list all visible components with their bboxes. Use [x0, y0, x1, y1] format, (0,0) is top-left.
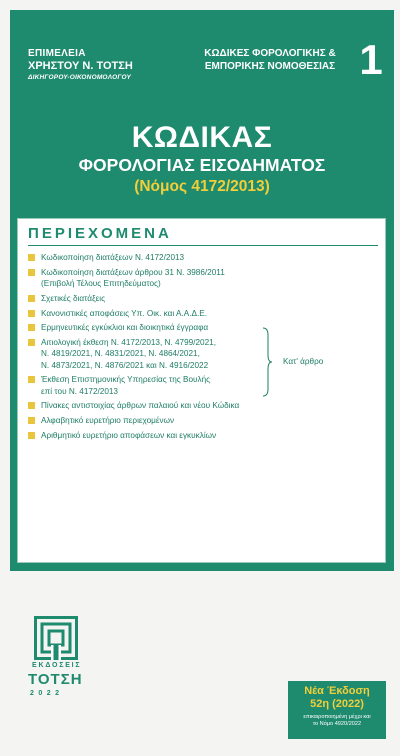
law-title: (Νόμος 4172/2013) — [134, 178, 270, 195]
contents-divider — [28, 245, 378, 246]
brace-note: Κατ' άρθρο — [283, 357, 324, 366]
contents-item — [28, 400, 288, 411]
publisher-logo — [28, 616, 98, 756]
contents-item-line: Έκθεση Επιστημονικής Υπηρεσίας της Βουλής — [41, 375, 211, 385]
contents-item-line: Πίνακες αντιστοιχίας άρθρων παλαιού και νέου Κώδικα — [41, 401, 240, 411]
edition-badge — [288, 681, 386, 739]
contents-item-line: (Επιβολή Τέλους Επιτηδεύματος) — [41, 279, 161, 288]
contents-item-line: Ερμηνευτικές εγκύκλιοι και διοικητικά έγγραφα — [41, 323, 209, 333]
contents-item-text — [41, 430, 216, 441]
editor-label: ΕΠΙΜΕΛΕΙΑ — [28, 48, 86, 59]
contents-item-text — [41, 308, 207, 319]
sub-title: ΦΟΡΟΛΟΓΙΑΣ ΕΙΣΟΔΗΜΑΤΟΣ — [78, 155, 326, 175]
contents-item — [28, 252, 288, 263]
contents-item-text — [41, 293, 105, 304]
edition-line-2: 52η (2022) — [310, 698, 364, 710]
contents-item — [28, 430, 288, 441]
contents-item — [28, 415, 288, 426]
bullet-square-icon — [28, 376, 35, 383]
contents-item-text — [41, 267, 225, 289]
contents-item-text — [41, 322, 208, 333]
contents-item-line: Ν. 4873/2021, Ν. 4876/2021 και Ν. 4916/2022 — [41, 360, 209, 370]
publisher-logo-icon — [34, 616, 78, 660]
contents-item-line: Κωδικοποίηση διατάξεων Ν. 4172/2013 — [41, 253, 185, 262]
publisher-name: ΤΟΤΣΗ — [28, 671, 83, 688]
contents-item — [28, 322, 288, 333]
editor-block — [28, 48, 133, 82]
bullet-square-icon — [28, 295, 35, 302]
editor-name: ΧΡΗΣΤΟΥ Ν. ΤΟΤΣΗ — [28, 60, 133, 72]
contents-item-text — [41, 415, 174, 426]
edition-note-line-1: επικαιροποιημένη μέχρι και — [303, 714, 371, 720]
contents-item-text — [41, 374, 210, 396]
contents-item-text — [41, 252, 184, 263]
contents-item — [28, 267, 288, 289]
brace-icon — [261, 327, 273, 397]
edition-note — [288, 714, 386, 728]
main-title: ΚΩΔΙΚΑΣ — [131, 121, 273, 154]
contents-item-line: Σχετικές διατάξεις — [41, 293, 106, 303]
volume-number: 1 — [359, 36, 383, 83]
contents-item-text — [41, 400, 239, 411]
series-line-1: ΚΩΔΙΚΕΣ ΦΟΡΟΛΟΓΙΚΗΣ & — [204, 48, 336, 59]
edition-line-1: Νέα Έκδοση — [304, 685, 370, 697]
contents-item-line: Αλφαβητικό ευρετήριο περιεχομένων — [41, 416, 175, 426]
contents-item — [28, 337, 288, 371]
bullet-square-icon — [28, 269, 35, 276]
bullet-square-icon — [28, 310, 35, 317]
contents-list — [28, 252, 288, 445]
contents-item — [28, 374, 288, 396]
publisher-year: 2022 — [30, 690, 64, 697]
contents-item-line: Κανονιστικές αποφάσεις Υπ. Οικ. και Α.Α.Δ.Ε. — [41, 308, 207, 318]
contents-item — [28, 308, 288, 319]
contents-item-line: Ν. 4819/2021, Ν. 4831/2021, Ν. 4864/2021, — [41, 349, 200, 359]
contents-item-line: Κωδικοποίηση διατάξεων άρθρου 31 Ν. 3986/2011 — [41, 267, 225, 277]
publisher-label: ΕΚΔΟΣΕΙΣ — [32, 662, 82, 669]
contents-panel — [17, 218, 386, 727]
contents-item-line: επί του Ν. 4172/2013 — [41, 386, 118, 396]
series-line-2: ΕΜΠΟΡΙΚΗΣ ΝΟΜΟΘΕΣΙΑΣ — [204, 60, 336, 72]
contents-item — [28, 293, 288, 304]
contents-item-line: Αριθμητικό ευρετήριο αποφάσεων και εγκυκλίων — [41, 430, 217, 440]
series-title — [198, 48, 342, 73]
contents-item-text — [41, 337, 216, 371]
bullet-square-icon — [28, 254, 35, 261]
contents-heading: ΠΕΡΙΕΧΟΜΕΝΑ — [28, 225, 172, 242]
title-block — [10, 122, 394, 197]
editor-title: ΔΙΚΗΓΟΡΟΥ-ΟΙΚΟΝΟΜΟΛΟΓΟΥ — [28, 74, 132, 81]
bullet-square-icon — [28, 417, 35, 424]
bullet-square-icon — [28, 324, 35, 331]
bullet-square-icon — [28, 432, 35, 439]
contents-item-line: Αιτιολογική έκθεση Ν. 4172/2013, Ν. 4799/2021, — [41, 338, 216, 348]
bullet-square-icon — [28, 402, 35, 409]
bullet-square-icon — [28, 339, 35, 346]
edition-note-line-2: το Νόμο 4920/2022 — [312, 721, 362, 727]
